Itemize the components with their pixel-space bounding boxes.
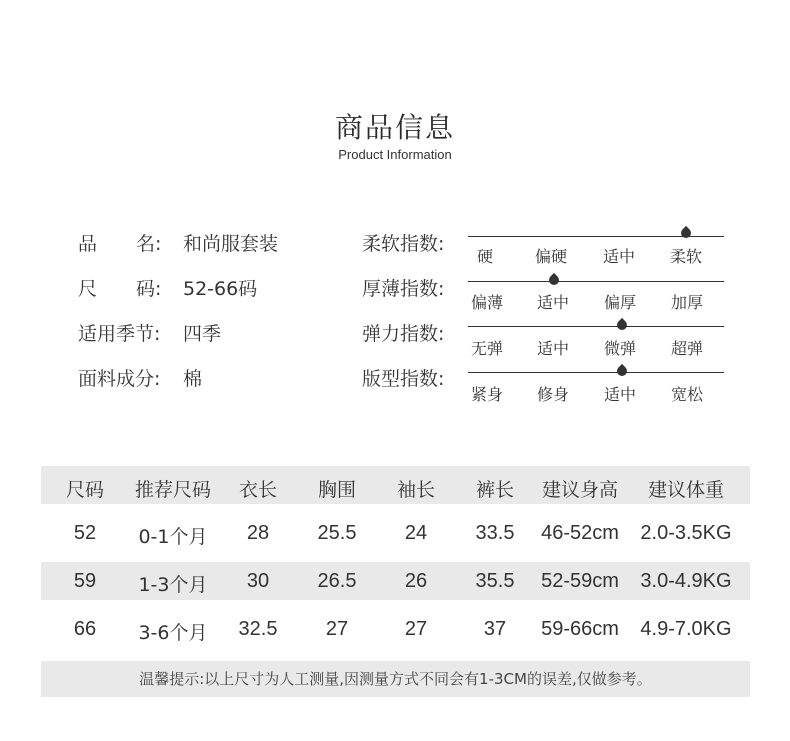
index-option: 适中: [537, 293, 570, 312]
table-cell: 59-66cm: [541, 618, 619, 640]
attr-value: 棉: [183, 368, 203, 390]
index-label: 柔软指数:: [362, 233, 445, 255]
table-cell: 26.5: [317, 570, 357, 592]
index-option: 紧身: [471, 385, 504, 404]
table-cell: 59: [73, 570, 97, 592]
index-option: 修身: [537, 385, 570, 404]
index-option: 超弹: [671, 339, 704, 358]
table-cell: 1-3个月: [138, 574, 208, 596]
table-cell: 28: [246, 522, 270, 544]
attr-label: 码:: [136, 278, 162, 300]
attr-label: 品: [78, 233, 98, 255]
index-label: 弹力指数:: [362, 323, 445, 345]
table-header-cell: 建议身高: [541, 479, 618, 501]
index-marker: [615, 318, 629, 332]
table-cell: 3.0-4.9KG: [640, 570, 732, 592]
table-cell: 3-6个月: [138, 622, 208, 644]
index-option: 无弹: [471, 339, 504, 358]
attr-label: 尺: [78, 278, 98, 300]
table-cell: 46-52cm: [541, 522, 619, 544]
table-cell: 2.0-3.5KG: [640, 522, 732, 544]
section-subtitle: Product Information: [338, 147, 452, 162]
table-cell: 32.5: [238, 618, 278, 640]
attr-value: 四季: [183, 323, 222, 345]
table-cell: 35.5: [475, 570, 515, 592]
index-option: 偏薄: [471, 293, 504, 312]
index-option: 适中: [603, 247, 636, 266]
table-header-cell: 袖长: [396, 479, 435, 501]
index-option: 加厚: [671, 293, 704, 312]
table-cell: 24: [404, 522, 428, 544]
index-option: 适中: [604, 385, 637, 404]
index-label: 版型指数:: [362, 368, 445, 390]
table-cell: 37: [483, 618, 507, 640]
table-cell: 25.5: [317, 522, 357, 544]
table-header-cell: 建议体重: [647, 479, 724, 501]
table-header-cell: 衣长: [238, 479, 277, 501]
index-label: 厚薄指数:: [362, 278, 445, 300]
index-option: 柔软: [670, 247, 703, 266]
table-cell: 66: [73, 618, 97, 640]
index-option: 微弹: [604, 339, 637, 358]
table-cell: 52: [73, 522, 97, 544]
index-marker: [679, 226, 693, 240]
table-cell: 27: [404, 618, 428, 640]
attr-label: 适用季节:: [78, 323, 161, 345]
index-option: 硬: [477, 247, 494, 266]
table-cell: 26: [404, 570, 428, 592]
table-cell: 27: [325, 618, 349, 640]
attr-label: 名:: [136, 233, 162, 255]
index-marker: [615, 364, 629, 378]
measurement-note: 温馨提示:以上尺寸为人工测量,因测量方式不同会有1-3CM的误差,仅做参考。: [41, 661, 750, 697]
section-title: 商品信息: [334, 111, 455, 144]
index-scale-line: [468, 326, 724, 327]
index-option: 偏厚: [604, 293, 637, 312]
index-option: 适中: [537, 339, 570, 358]
attr-label: 面料成分:: [78, 368, 161, 390]
index-scale-line: [468, 281, 724, 282]
attr-value: 52-66码: [183, 278, 258, 300]
table-cell: 52-59cm: [541, 570, 619, 592]
table-header-cell: 裤长: [475, 479, 514, 501]
table-header-cell: 胸围: [317, 479, 356, 501]
table-cell: 33.5: [475, 522, 515, 544]
index-scale-line: [468, 372, 724, 373]
attr-value: 和尚服套装: [183, 233, 279, 255]
index-option: 宽松: [671, 385, 704, 404]
table-cell: 4.9-7.0KG: [640, 618, 732, 640]
table-cell: 30: [246, 570, 270, 592]
index-marker: [547, 273, 561, 287]
table-cell: 0-1个月: [138, 526, 208, 548]
table-header-cell: 尺码: [65, 479, 104, 501]
table-header-cell: 推荐尺码: [134, 479, 211, 501]
index-option: 偏硬: [535, 247, 568, 266]
